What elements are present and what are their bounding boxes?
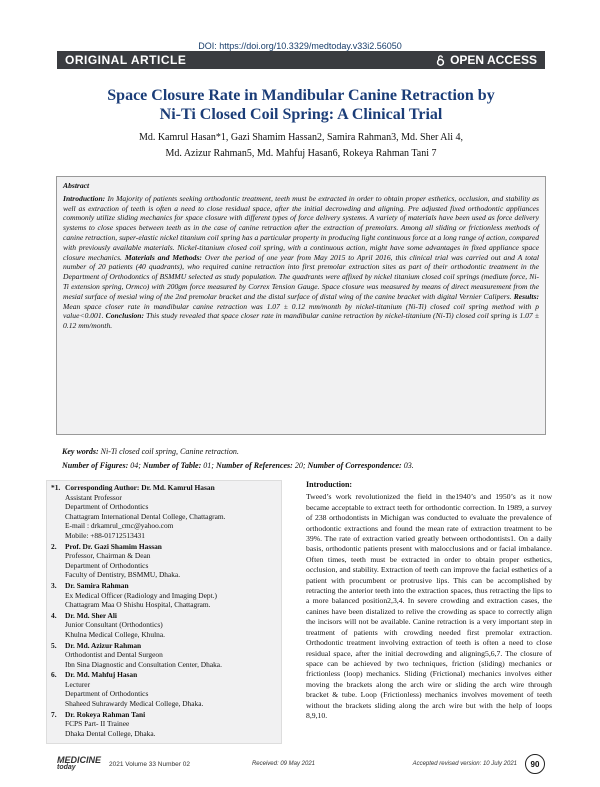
abstract-methods-label: Materials and Methods: xyxy=(124,252,202,262)
introduction-section xyxy=(306,480,552,721)
title-line-1: Space Closure Rate in Mandibular Canine Retraction by xyxy=(107,87,495,104)
open-access-badge xyxy=(435,53,537,67)
abstract-intro-label: Introduction: xyxy=(63,193,106,203)
affiliation-name: Dr. Md. Mahfuj Hasan xyxy=(65,670,138,680)
affiliation-item xyxy=(51,483,277,541)
affiliation-line: Junior Consultant (Orthodontics) xyxy=(65,620,163,630)
affiliation-line: E-mail : drkamrul_cmc@yahoo.com xyxy=(65,521,174,531)
affiliation-number: 5. xyxy=(51,640,57,650)
tables-count-label: Number of Table: xyxy=(142,461,202,470)
open-lock-icon xyxy=(435,55,446,66)
received-date: Received: 09 May 2021 xyxy=(251,761,316,767)
affiliation-item xyxy=(51,710,277,739)
author-list xyxy=(70,130,532,162)
affiliation-line: Orthodontist and Dental Surgeon xyxy=(65,650,163,660)
affiliation-name: Dr. Samira Rahman xyxy=(65,580,129,590)
article-counts xyxy=(62,461,542,470)
article-type-label: ORIGINAL ARTICLE xyxy=(65,53,187,67)
page-footer xyxy=(57,753,545,775)
affiliations-box xyxy=(46,480,282,744)
open-access-label: OPEN ACCESS xyxy=(450,53,537,67)
correspondence-count: 03. xyxy=(401,461,414,470)
affiliation-item xyxy=(51,581,277,610)
affiliation-line: Assistant Professor xyxy=(65,492,122,502)
affiliation-item xyxy=(51,542,277,580)
affiliation-line: Professor, Chairman & Dean xyxy=(65,551,151,561)
keywords xyxy=(62,447,542,456)
volume-info: 2021 Volume 33 Number 02 xyxy=(109,760,190,768)
figures-count-label: Number of Figures: xyxy=(62,461,129,470)
abstract-box xyxy=(56,176,546,435)
affiliation-line: Chattagram International Dental College, Chattagram. xyxy=(65,511,226,521)
affiliation-name: Prof. Dr. Gazi Shamim Hassan xyxy=(65,541,162,551)
abstract-results-label: Results: xyxy=(513,291,540,301)
affiliation-line: Ex Medical Officer (Radiology and Imaging Dept.) xyxy=(65,590,217,600)
affiliation-line: Dhaka Dental College, Dhaka. xyxy=(65,728,156,738)
affiliation-item xyxy=(51,641,277,670)
affiliation-name: Corresponding Author: Dr. Md. Kamrul Hasan xyxy=(65,483,215,492)
affiliation-line: Mobile: +88-01712513431 xyxy=(65,530,145,540)
affiliation-line: Department of Orthodontics xyxy=(65,689,149,699)
affiliation-item xyxy=(51,611,277,640)
affiliation-name: Dr. Md. Azizur Rahman xyxy=(65,640,142,650)
accepted-date: Accepted revised version: 10 July 2021 xyxy=(412,761,517,767)
abstract-conclusion-label: Conclusion: xyxy=(105,311,145,321)
affiliation-number: 3. xyxy=(51,580,57,590)
affiliation-number: 2. xyxy=(51,541,57,551)
affiliation-line: Lecturer xyxy=(65,679,91,689)
affiliation-number: 7. xyxy=(51,709,57,719)
affiliation-name: Dr. Rokeya Rahman Tani xyxy=(65,709,146,719)
affiliation-item xyxy=(51,670,277,708)
affiliation-line: Ibn Sina Diagnostic and Consultation Center, Dhaka. xyxy=(65,659,222,669)
affiliation-name: Dr. Md. Sher Ali xyxy=(65,610,117,620)
affiliation-line: FCPS Part- II Trainee xyxy=(65,719,130,729)
correspondence-count-label: Number of Correspondence: xyxy=(307,461,402,470)
logo-main: MEDICINE xyxy=(57,755,102,765)
affiliation-number: 6. xyxy=(51,670,57,680)
title-line-2: Ni-Ti Closed Coil Spring: A Clinical Trial xyxy=(159,106,443,123)
references-count-label: Number of References: xyxy=(215,461,293,470)
abstract-heading: Abstract xyxy=(63,181,90,190)
references-count: 20; xyxy=(292,461,306,470)
journal-logo xyxy=(57,756,101,772)
page-number: 90 xyxy=(525,754,545,774)
article-title xyxy=(57,86,545,124)
affiliation-line: Department of Orthodontics xyxy=(65,502,149,512)
abstract-results-text: Mean space closer rate in mandibular canine retraction was 1.07 ± 0.12 mm/month by nickel-titanium (Ni-Ti) closed coil spring method with p value<0.001. xyxy=(63,301,539,321)
introduction-text: Tweed’s work revolutionized the field in the1940’s and 1950’s as it now became acceptable to extract teeth for orthodontic correction. In 1989, a survey of 238 orthodontists in Michigan was conducted to evaluate the prevalence of orthodontic extractions and found the mean rate of extraction treatment to be 39%. The rate of extraction varied greatly between orthodontists1. On a daily basis, orthodontic patients present with malocclusions and or facial imbalance. Often times, teeth must be extracted in order to obtain proper esthetics, occlusion, and stability. Extraction of teeth can improve the facial esthetics of a patient with procumbent or protrusive lips. This can be accomplished by retracting the anterior teeth into the extraction spaces, thus retracting the lips to a more balanced position2,3,4. In severe crowding and extraction cases, the canines have been distalized to relive the crowding as space to correctly align the incisors will not be available. Canine retraction is a very important step in treatment of patients with crowding needed first premolar extraction. Orthodontic treatment involving extraction of teeth is often a need to close residual space, after the initial decrowding and aligning5,6,7. The closure of space can be achieved by two techniques, friction (sliding) mechanics or frictionless (loop) mechanics. Sliding (Frictional) mechanics involves either moving the brackets along the arch wire or sliding the arch wire through bracket & tube. Loop (Frictionless) mechanics involves movement of teeth without the brackets sliding along the arch wire but with the help of loops 8,9,10. xyxy=(306,492,552,720)
affiliation-line: Shaheed Suhrawardy Medical College, Dhaka. xyxy=(65,699,204,709)
abstract-intro-text: In Majority of patients seeking orthodontic treatment, teeth must be extracted in order to obtain proper esthetics, occlusion, and stability as well as extraction of teeth is often a need to close residual space, after the initial decrowding and aligning. Pre adjusted fixed orthodontic appliances commonly utilize sliding mechanics for space closure with different types of force delivery systems. A variety of materials have been used as force delivery systems to close spaces between teeth as in the case of canine retraction after the extraction of premolars. Among all sliding or frictionless methods of canine retraction, super-elastic nickel titanium coil spring has a particular property in producing light continuous force at a long range of action, compared with previously available materials. Nickel-titanium closed coil spring, with a continuous action, might have some advantages in fixed appliance space closure mechanics. xyxy=(63,193,539,262)
keywords-label: Key words: xyxy=(62,447,99,456)
keywords-text: Ni-Ti closed coil spring, Canine retraction. xyxy=(98,447,239,456)
tables-count: 01; xyxy=(201,461,214,470)
affiliation-line: Khulna Medical College, Khulna. xyxy=(65,629,165,639)
authors-line-1: Md. Kamrul Hasan*1, Gazi Shamim Hassan2, Samira Rahman3, Md. Sher Ali 4, xyxy=(138,132,464,143)
affiliation-number: 4. xyxy=(51,610,57,620)
article-header-bar xyxy=(57,51,545,69)
abstract-methods-text: Over the period of one year from May 2015 to April 2016, this clinical trial was carried out and A total number of 20 patients (40 quadrants), who required canine retraction into first premolar extraction sites as part of their orthodontic treatment in the Department of Orthodontics of BSMMU selected as study population. The quadrants were affixed by nickel titanium closed coil springs (medium force, Ni-Ti extension spring, Ormco) with 200gm force measured by Correx Tension Gauge. Space closure was measured by means of direct measurement from the mesial surface of mesial wing of the 2nd premolar bracket and the distal surface of distal wing of the canine bracket with digital Vernier Calipers. xyxy=(63,252,540,301)
authors-line-2: Md. Azizur Rahman5, Md. Mahfuj Hasan6, Rokeya Rahman Tani 7 xyxy=(165,148,437,159)
affiliation-number: *1. xyxy=(51,483,61,492)
logo-sub: today xyxy=(57,764,76,771)
figures-count: 04; xyxy=(128,461,141,470)
affiliation-line: Faculty of Dentistry, BSMMU, Dhaka. xyxy=(65,570,181,580)
abstract-conclusion-text: This study revealed that space closer rate in mandibular canine retraction by nickel-titanium (Ni-Ti) closed coil spring is 1.07 ± 0.12 mm/month. xyxy=(63,311,539,331)
affiliation-line: Department of Orthodontics xyxy=(65,560,149,570)
introduction-heading: Introduction: xyxy=(306,480,353,489)
affiliation-line: Chattagram Maa O Shishu Hospital, Chattagram. xyxy=(65,600,211,610)
doi-link[interactable]: DOI: https://doi.org/10.3329/medtoday.v33i2.56050 xyxy=(198,41,402,51)
